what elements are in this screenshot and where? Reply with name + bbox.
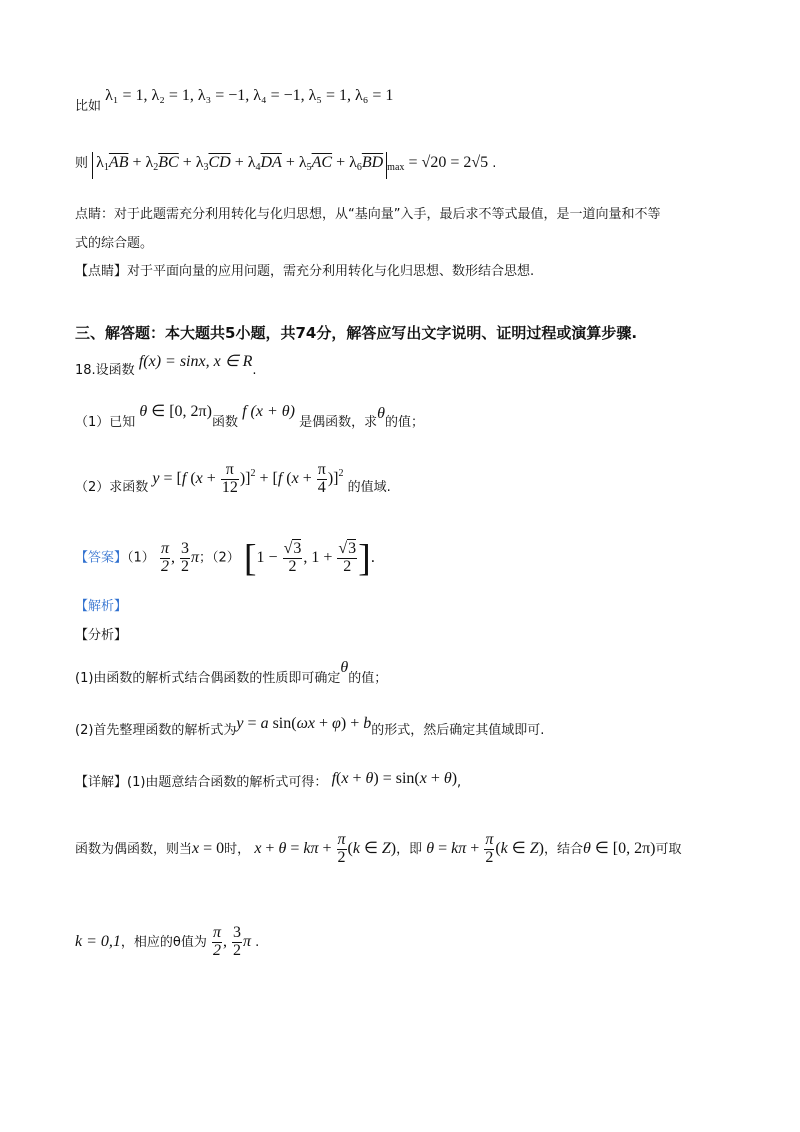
detail-math: f(x + θ) = sin(x + θ) [331,770,458,787]
theta-results: $\frac{\pi}{2}$ , $\frac{3}{2}$ π [213,924,252,959]
detail-line: 【详解】(1)由题意结合函数的解析式可得： f(x + θ) = sin(x + θ), [75,770,462,790]
lambda-values: λ₁ = 1, λ₂ = 1, λ₃ = −1, λ₄ = −1, λ₅ = 1, λ₆ = 1 [105,87,394,104]
q1-line [75,403,424,433]
comment-line: 点睛：对于此题需充分利用转化与化归思想，从“基向量”入手，最后求不等式最值，是一道向量和不等 [75,207,661,222]
step1-end: 的值； [348,671,388,686]
tip-label: 【点睛】 [75,264,128,279]
even-take: 可取 [655,841,682,857]
example-line [75,87,394,117]
shifted-function: f (x + θ) [242,403,295,420]
theta-range: θ ∈ [0, 2π) [582,839,656,857]
k-values: k = 0,1 [75,932,121,950]
step1-text: (1)由函数的解析式结合偶函数的性质即可确定 [75,671,341,686]
answer-line [75,539,375,577]
q1-mid: 函数 [211,415,238,430]
q2-function: y = [f (x + $\frac{\pi}{12}$ )]$^2$ + [f (x + $\frac{\pi}{4}$ )]$^2$ [152,461,344,496]
answer-sep: ；（2） [198,550,240,566]
theta-condition: θ = kπ + $\frac{\pi}{2}$ (k ∈ Z) [426,831,544,866]
q18-prefix: 18.设函数 [75,363,135,378]
x-zero: x = 0 [192,839,225,857]
step1-line [75,659,388,689]
theta-symbol-2: θ [340,659,349,676]
even-time: 时， [224,841,251,857]
even-ji: ，即 [396,841,423,857]
vector-sum-abs: $\lambda_1\overline{AB} + \lambda_2\overline{BC} + \lambda_3\overline{CD} + \lambda_4\overline{DA} + \lambda_5\overline{AC} + \lambda_6\overline{BD}$ [92,152,387,179]
max-line: 则 $\lambda_1\overline{AB} + \lambda_2\overline{BC} + \lambda_3\overline{CD} + \lambda_4\overline{DA} + \lambda_5\overline{AC} + \lambda_6\overline{BD}$ $_{max}$ = √20 = 2√5 . [75,152,496,179]
section-title: 三、解答题：本大题共5小题，共74分，解答应写出文字说明、证明过程或演算步骤. [75,324,638,342]
answer-part1: （1） [127,550,155,566]
step2-text: (2)首先整理函数的解析式为 [75,723,237,738]
even-text: 函数为偶函数，则当 [75,841,193,857]
q18-function: f(x) = sinx, x ∈ R [138,353,253,370]
sum-condition: x + θ = kπ + $\frac{\pi}{2}$ (k ∈ Z) [254,831,397,866]
corr-text: ，相应的θ值为 [120,934,207,950]
q1-suffix: 是偶函数，求 [299,415,378,430]
detail-text: (1)由题意结合函数的解析式可得： [127,775,328,790]
detail-label: 【详解】 [75,775,128,790]
q2-end: 的值域. [347,479,391,495]
fenxi-label: 【分析】 [75,628,128,643]
result-line: k = 0,1，相应的θ值为 $\frac{\pi}{2}$ , $\frac{3}{2}$ π . [75,924,260,959]
answer2-math: [1 − $\frac{√3}{2}$ , 1 + $\frac{√3}{2}$ ]. [243,537,375,579]
general-form: y = a sin(ωx + φ) + b [236,715,372,732]
max-value: = √20 = 2√5 [408,154,489,171]
q1-prefix: （1）已知 [75,415,136,430]
step2-end: 的形式，然后确定其值域即可. [371,723,545,738]
tip-text: 对于平面向量的应用问题，需充分利用转化与化归思想、数形结合思想. [127,264,535,279]
then-prefix: 则 [75,156,89,171]
q2-prefix: （2）求函数 [75,479,149,495]
tip-line [75,262,534,282]
comment-cont: 式的综合题。 [75,236,154,251]
step2-line [75,715,545,741]
q2-line [75,461,391,505]
theta-symbol: θ [377,405,385,422]
answer-label: 【答案】 [75,550,128,566]
theta-domain: θ ∈ [0, 2π) [139,403,212,420]
q18-line: 18.设函数 f(x) = sinx, x ∈ R. [75,353,257,378]
even-line [75,832,682,867]
q1-end: 的值； [384,415,424,430]
analysis-label: 【解析】 [75,599,128,614]
answer1-math: $\frac{\pi}{2}$ , $\frac{3}{2}$ π [160,539,199,575]
example-prefix: 比如 [75,99,102,114]
even-combine: ，结合 [543,841,583,857]
